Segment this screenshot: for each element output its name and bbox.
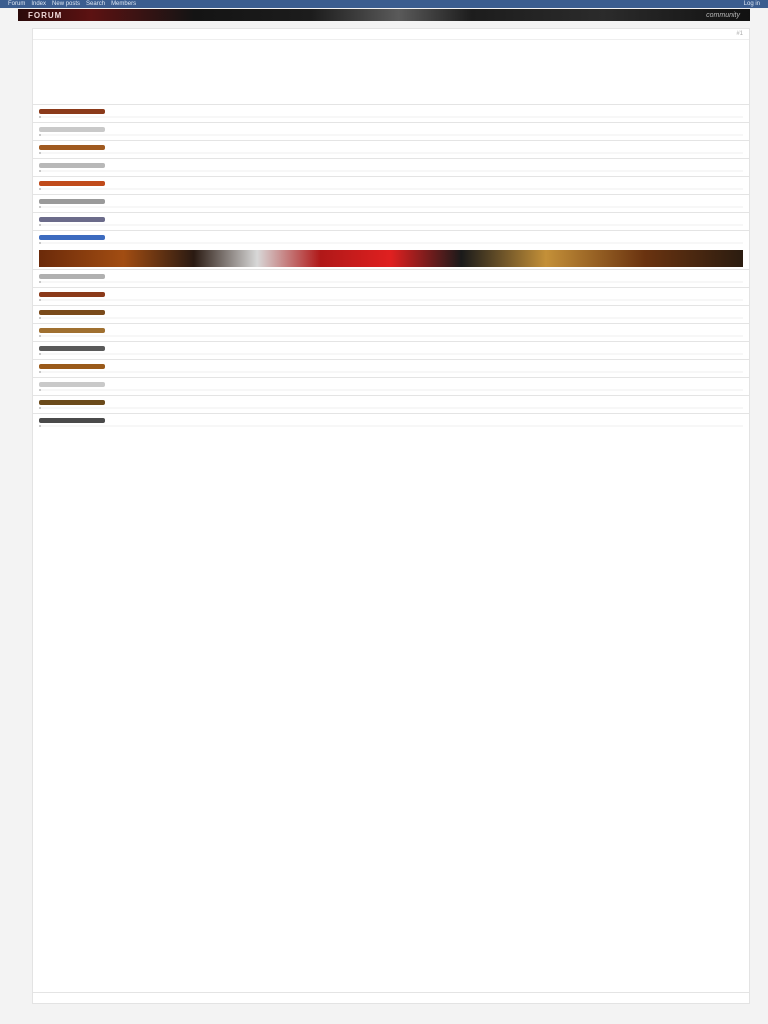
avatar[interactable] xyxy=(39,274,105,279)
reply-quote xyxy=(39,170,743,172)
reply-header xyxy=(39,416,743,424)
reply-post xyxy=(33,230,749,248)
reply-header xyxy=(39,290,743,298)
first-post-header xyxy=(33,29,749,40)
reply-post xyxy=(33,413,749,431)
pagination xyxy=(33,992,749,1003)
site-logo: FORUM xyxy=(28,10,63,20)
reply-quote xyxy=(39,407,743,409)
reply-quote xyxy=(39,206,743,208)
avatar[interactable] xyxy=(39,346,105,351)
reply-header xyxy=(39,344,743,352)
reply-post xyxy=(33,140,749,158)
reply-header xyxy=(39,161,743,169)
avatar[interactable] xyxy=(39,217,105,222)
reply-quote xyxy=(39,389,743,391)
reply-quote xyxy=(39,425,743,427)
thread-page xyxy=(32,28,750,1004)
avatar[interactable] xyxy=(39,310,105,315)
reply-post xyxy=(33,305,749,323)
link-list xyxy=(33,431,749,435)
reply-header xyxy=(39,272,743,280)
reply-header xyxy=(39,125,743,133)
reply-header xyxy=(39,362,743,370)
reply-header xyxy=(39,215,743,223)
nav-item-members[interactable]: Members xyxy=(111,1,137,7)
reply-list xyxy=(33,104,749,431)
reply-quote xyxy=(39,224,743,226)
paragraph-gap xyxy=(41,91,741,97)
top-navigation-bar xyxy=(0,0,768,8)
avatar[interactable] xyxy=(39,181,105,186)
reply-quote xyxy=(39,371,743,373)
avatar[interactable] xyxy=(39,400,105,405)
avatar[interactable] xyxy=(39,328,105,333)
avatar[interactable] xyxy=(39,235,105,240)
reply-post xyxy=(33,194,749,212)
avatar[interactable] xyxy=(39,145,105,150)
avatar[interactable] xyxy=(39,199,105,204)
reply-quote xyxy=(39,335,743,337)
nav-item-new-posts[interactable]: New posts xyxy=(52,1,81,7)
avatar[interactable] xyxy=(39,163,105,168)
reply-quote xyxy=(39,299,743,301)
site-banner[interactable] xyxy=(18,9,750,21)
reply-header xyxy=(39,308,743,316)
reply-post xyxy=(33,287,749,305)
reply-quote xyxy=(39,188,743,190)
reply-post xyxy=(33,359,749,377)
nav-item-index[interactable]: Index xyxy=(31,1,47,7)
reply-post xyxy=(33,104,749,122)
embedded-photo[interactable] xyxy=(39,250,743,267)
avatar[interactable] xyxy=(39,382,105,387)
site-slogan: community xyxy=(706,11,740,19)
reply-header xyxy=(39,380,743,388)
nav-item-forum[interactable]: Forum xyxy=(8,1,26,7)
page-footer xyxy=(0,1012,768,1024)
reply-header xyxy=(39,398,743,406)
reply-header xyxy=(39,143,743,151)
nav-item-search[interactable]: Search xyxy=(86,1,106,7)
reply-header xyxy=(39,107,743,115)
reply-post xyxy=(33,122,749,140)
reply-quote xyxy=(39,134,743,136)
avatar[interactable] xyxy=(39,418,105,423)
reply-post xyxy=(33,323,749,341)
reply-quote xyxy=(39,116,743,118)
avatar[interactable] xyxy=(39,292,105,297)
reply-quote xyxy=(39,353,743,355)
login-link[interactable]: Log in xyxy=(743,1,760,7)
reply-quote xyxy=(39,152,743,154)
reply-post xyxy=(33,158,749,176)
avatar[interactable] xyxy=(39,109,105,114)
reply-post xyxy=(33,395,749,413)
avatar[interactable] xyxy=(39,127,105,132)
reply-header xyxy=(39,197,743,205)
post-number: #1 xyxy=(736,31,743,37)
reply-post xyxy=(33,377,749,395)
reply-header xyxy=(39,326,743,334)
reply-post xyxy=(33,341,749,359)
avatar[interactable] xyxy=(39,364,105,369)
reply-quote xyxy=(39,242,743,244)
reply-post xyxy=(33,269,749,287)
reply-quote xyxy=(39,317,743,319)
reply-header xyxy=(39,179,743,187)
first-post-body xyxy=(33,40,749,100)
reply-quote xyxy=(39,281,743,283)
reply-post xyxy=(33,176,749,194)
reply-header xyxy=(39,233,743,241)
reply-post xyxy=(33,212,749,230)
